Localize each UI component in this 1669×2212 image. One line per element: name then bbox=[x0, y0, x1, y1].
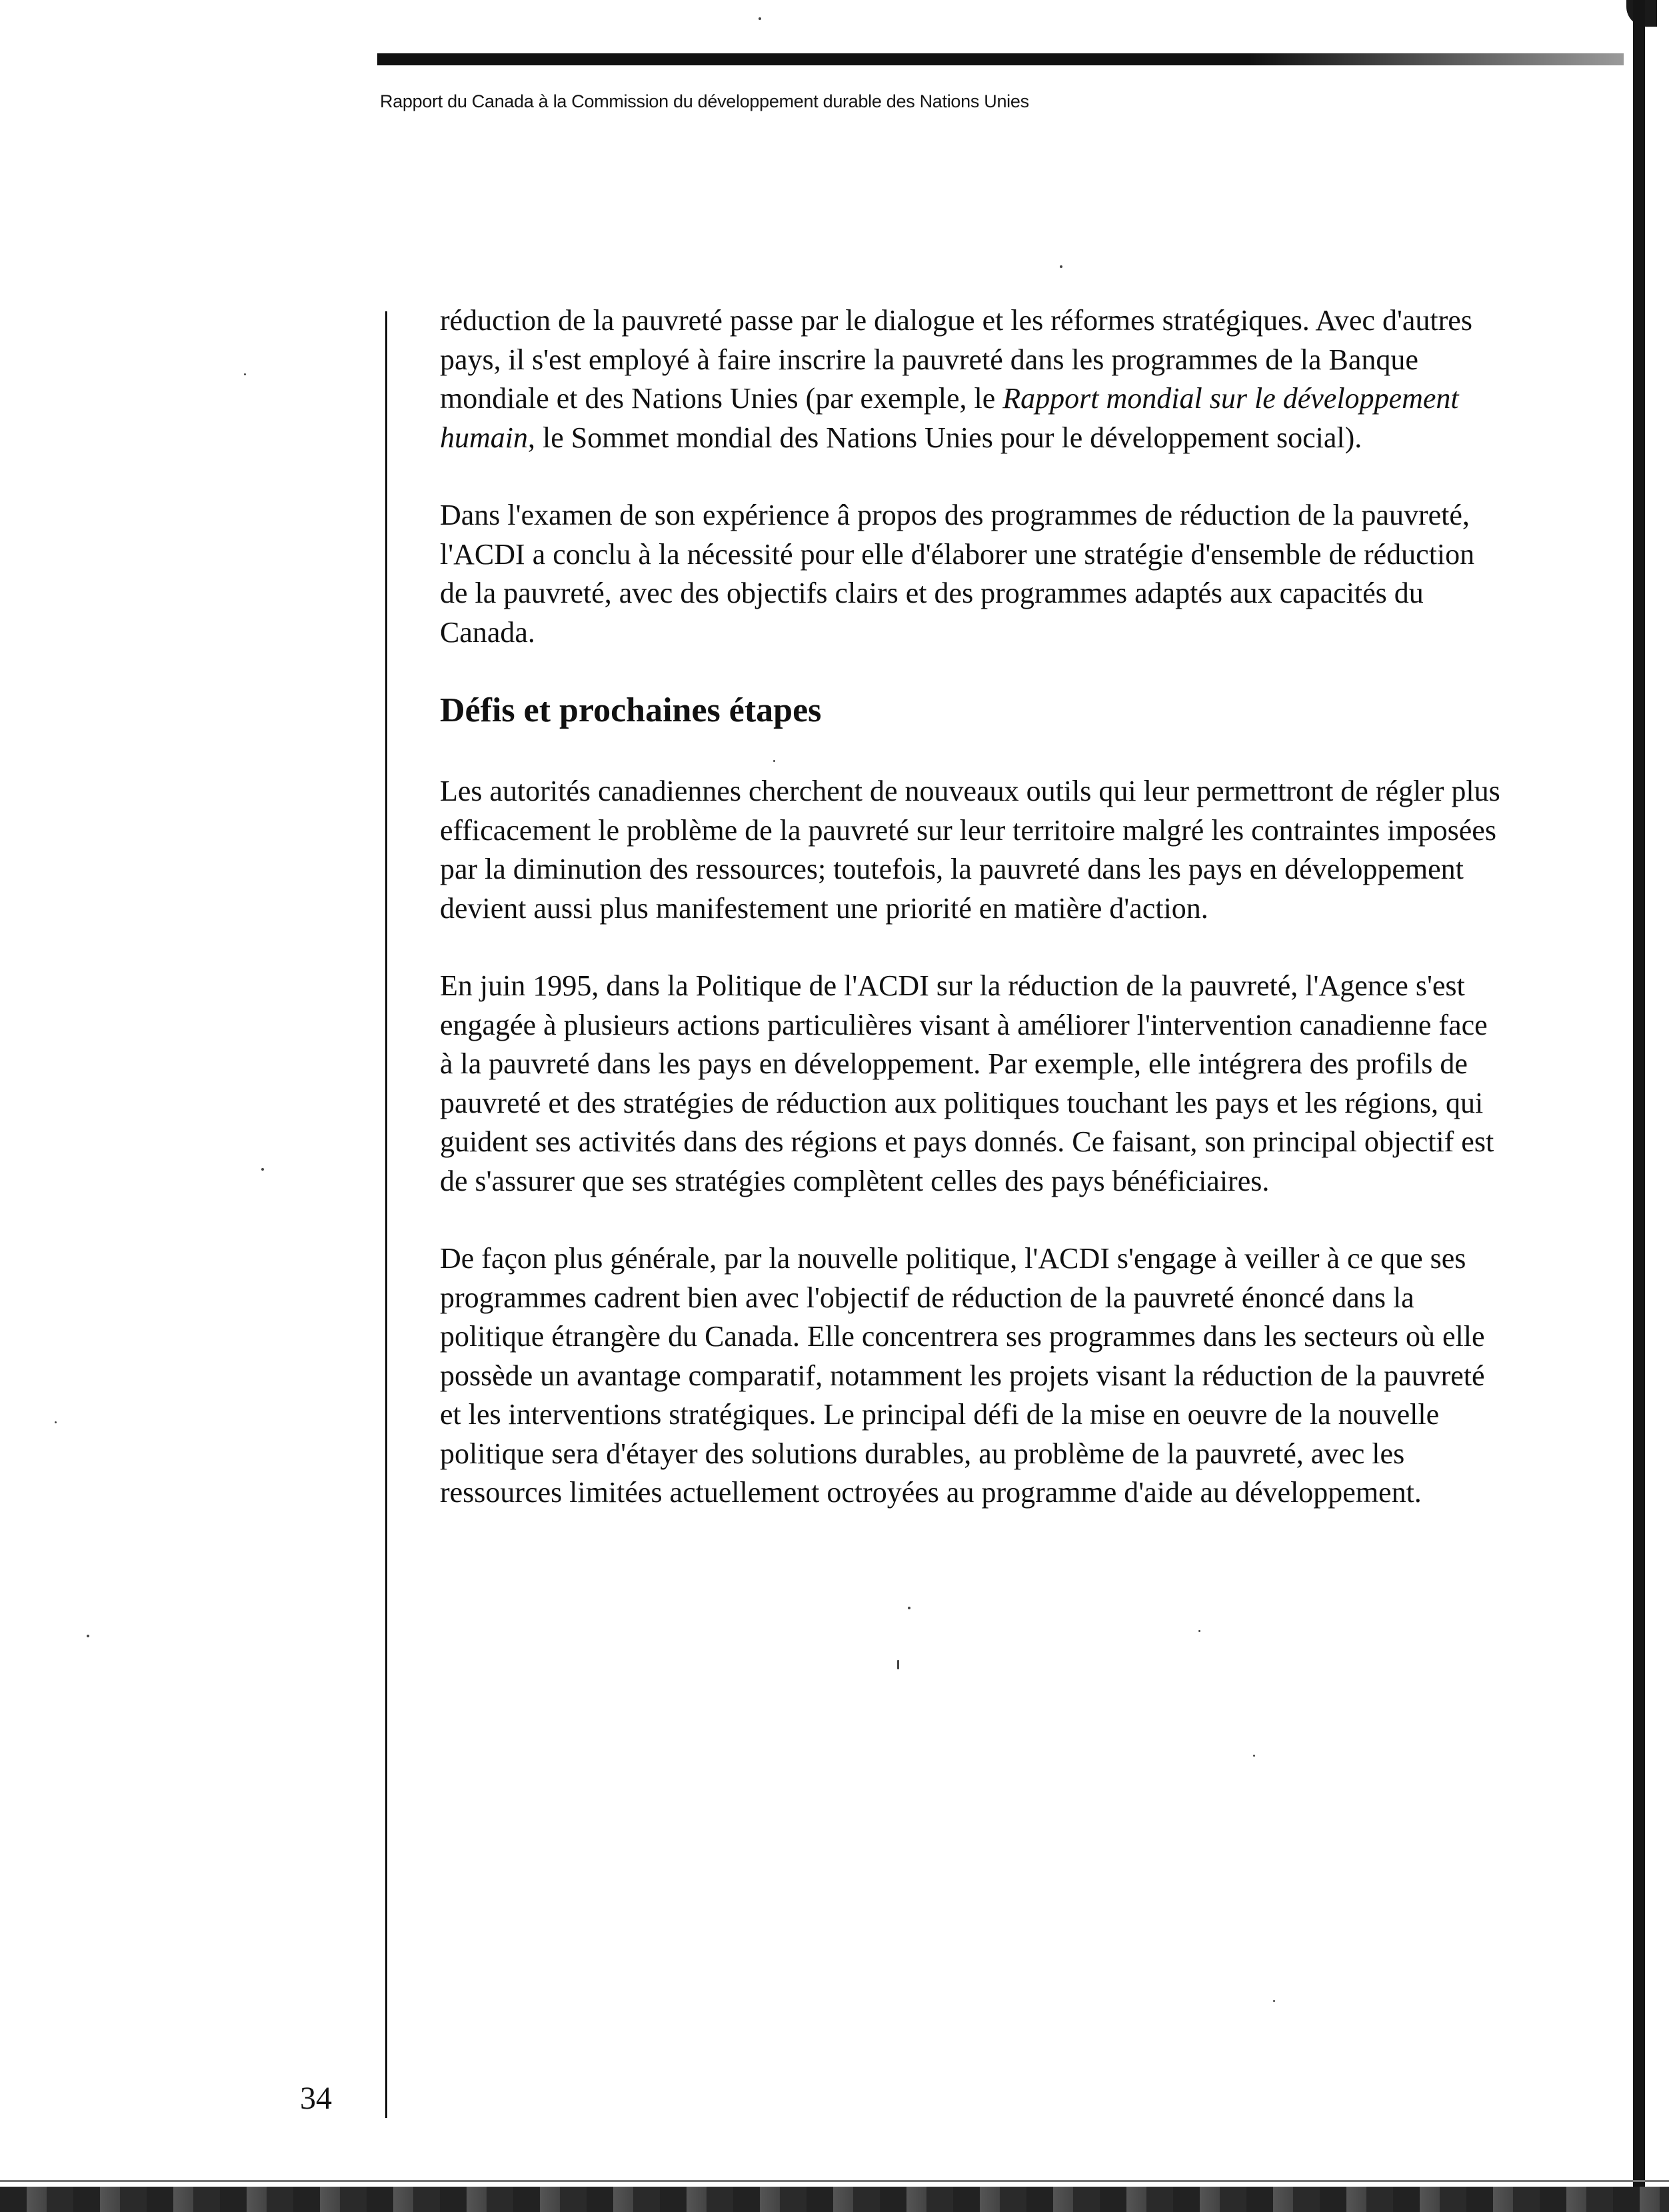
italic-title: Rapport mondial sur le développement bbox=[1002, 382, 1459, 415]
scan-speck bbox=[1198, 1630, 1200, 1632]
scan-speck bbox=[1273, 2000, 1275, 2002]
text-line: guident ses activités dans des régions et pays donnés. Ce faisant, son principal objectif est bbox=[440, 1125, 1494, 1158]
text-line: De façon plus générale, par la nouvelle politique, l'ACDI s'engage à veiller à ce que ses bbox=[440, 1242, 1466, 1275]
italic-title: humain bbox=[440, 421, 528, 454]
scan-border-bottom bbox=[0, 2187, 1669, 2212]
paragraph-4 bbox=[440, 967, 1546, 1201]
text-line bbox=[440, 419, 1546, 458]
text-line: engagée à plusieurs actions particulières visant à améliorer l'intervention canadienne face bbox=[440, 1008, 1488, 1041]
text-line: pauvreté et des stratégies de réduction aux politiques touchant les pays et les régions, qui bbox=[440, 1086, 1484, 1119]
margin-rule bbox=[385, 311, 387, 2118]
scan-speck bbox=[773, 760, 775, 762]
paragraph-2 bbox=[440, 496, 1546, 652]
text-line: et les interventions stratégiques. Le principal défi de la mise en oeuvre de la nouvelle bbox=[440, 1398, 1440, 1431]
text-line: devient aussi plus manifestement une priorité en matière d'action. bbox=[440, 891, 1208, 925]
text-line: pays, il s'est employé à faire inscrire la pauvreté dans les programmes de la Banque bbox=[440, 343, 1418, 376]
scan-speck bbox=[261, 1168, 264, 1171]
paragraph-1 bbox=[440, 301, 1546, 457]
text-line: Dans l'examen de son expérience â propos des programmes de réduction de la pauvreté, bbox=[440, 499, 1470, 531]
scan-speck bbox=[1253, 1755, 1255, 1757]
text-segment: , le Sommet mondial des Nations Unies pour le développement social). bbox=[528, 421, 1362, 454]
scan-border-bottom-line bbox=[0, 2180, 1669, 2182]
scan-speck bbox=[759, 17, 761, 20]
text-line: programmes cadrent bien avec l'objectif de réduction de la pauvreté énoncé dans la bbox=[440, 1281, 1414, 1314]
scan-speck bbox=[908, 1607, 910, 1609]
text-line: politique sera d'étayer des solutions durables, au problème de la pauvreté, avec les bbox=[440, 1437, 1405, 1470]
section-heading: Défis et prochaines étapes bbox=[440, 691, 822, 729]
scan-border-right bbox=[1633, 0, 1645, 2212]
scan-speck bbox=[87, 1635, 89, 1637]
text-line: Les autorités canadiennes cherchent de nouveaux outils qui leur permettront de régler plus bbox=[440, 775, 1500, 807]
text-line: de la pauvreté, avec des objectifs clairs et des programmes adaptés aux capacités du bbox=[440, 577, 1424, 609]
header-rule bbox=[377, 53, 1624, 65]
text-line: réduction de la pauvreté passe par le dialogue et les réformes stratégiques. Avec d'autres bbox=[440, 304, 1472, 337]
body-text bbox=[440, 301, 1546, 1551]
text-line bbox=[440, 379, 1546, 419]
scan-speck bbox=[55, 1421, 57, 1423]
text-line: par la diminution des ressources; toutefois, la pauvreté dans les pays en développement bbox=[440, 853, 1464, 885]
text-segment: mondiale et des Nations Unies (par exemple, le bbox=[440, 382, 1003, 415]
text-line: à la pauvreté dans les pays en développement. Par exemple, elle intégrera des profils de bbox=[440, 1047, 1468, 1080]
page-number: 34 bbox=[300, 2081, 332, 2116]
paragraph-5 bbox=[440, 1239, 1546, 1513]
running-header: Rapport du Canada à la Commission du développement durable des Nations Unies bbox=[380, 91, 1029, 111]
scan-speck bbox=[1060, 265, 1062, 268]
text-line: Canada. bbox=[440, 615, 535, 649]
text-line: politique étrangère du Canada. Elle concentrera ses programmes dans les secteurs où elle bbox=[440, 1320, 1485, 1353]
text-line: de s'assurer que ses stratégies complètent celles des pays bénéficiaires. bbox=[440, 1164, 1270, 1197]
text-line: l'ACDI a conclu à la nécessité pour elle d'élaborer une stratégie d'ensemble de réduction bbox=[440, 537, 1475, 571]
text-line: possède un avantage comparatif, notamment les projets visant la réduction de la pauvreté bbox=[440, 1359, 1485, 1392]
text-line: ressources limitées actuellement octroyées au programme d'aide au développement. bbox=[440, 1476, 1422, 1509]
scan-speck bbox=[244, 373, 246, 375]
text-line: En juin 1995, dans la Politique de l'ACDI sur la réduction de la pauvreté, l'Agence s'est bbox=[440, 969, 1465, 1002]
scan-speck bbox=[897, 1660, 899, 1669]
paragraph-3 bbox=[440, 772, 1546, 928]
text-line: efficacement le problème de la pauvreté sur leur territoire malgré les contraintes imposées bbox=[440, 813, 1496, 847]
